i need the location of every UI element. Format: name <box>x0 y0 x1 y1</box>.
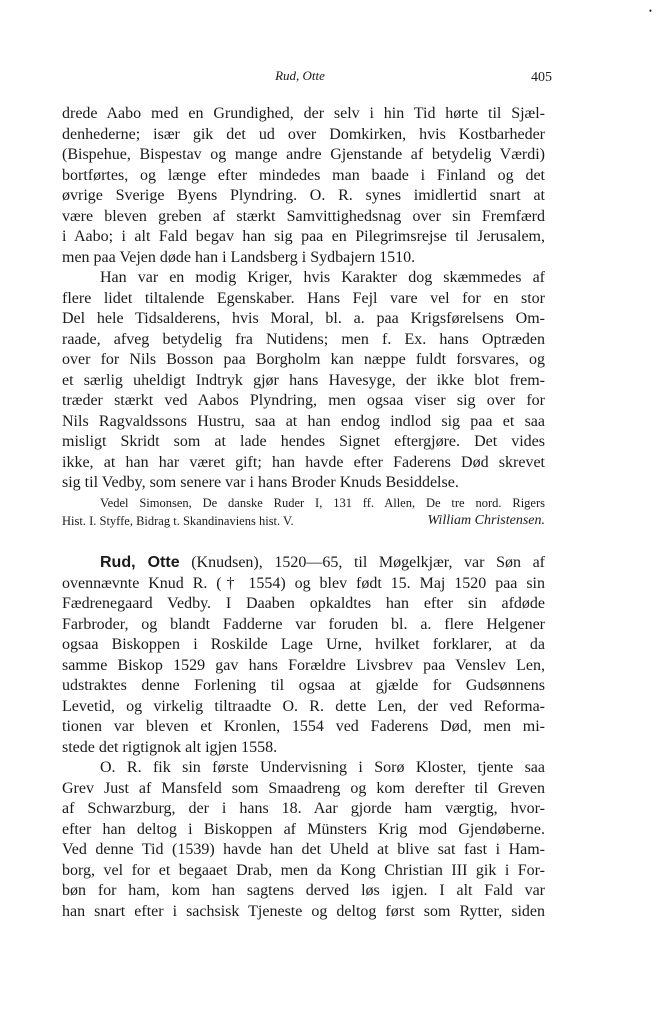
text-line: han snart efter i sachsisk Tjeneste og deltog først som Rytter, siden <box>62 902 545 920</box>
text-line: øvrige Sverige Byens Plyndring. O. R. synes imidlertid snart at <box>62 187 545 204</box>
text-line: borg, vel for et begaaet Drab, men da Kong Christian III gik i For- <box>62 861 545 879</box>
text-line: være bleven greben af stærkt Samvittighedsnag over sin Fremfærd <box>62 207 545 225</box>
text-line: misligt Skridt som at lade hendes Signet eftergjøre. Det vides <box>62 433 545 450</box>
text-line: Ved denne Tid (1539) havde han det Uheld at blive sat fast i Ham- <box>62 841 545 858</box>
text-line: Fædrenegaard Vedby. I Daaben opkaldtes han efter sin afdøde <box>62 595 545 612</box>
entry-heading-line <box>62 553 545 574</box>
text-line: men paa Vejen døde han i Landsberg i Sydbajern 1510. <box>62 248 416 266</box>
entry-rud-otte-1 <box>62 104 545 530</box>
text-line: ogsaa Biskoppen i Roskilde Lage Urne, hvilket forklarer, at da <box>62 636 545 653</box>
corner-mark: • <box>648 6 652 16</box>
text-line: denhederne; især gik det ud over Domkirken, hvis Kostbarheder <box>62 125 545 143</box>
author-signature: William Christensen. <box>427 512 545 528</box>
running-head: Rud, Otte <box>275 68 325 83</box>
text-line: flere lidet tiltalende Egenskaber. Hans Fejl vare vel for en stor <box>62 289 545 307</box>
text-line: Nils Ragvaldssons Hustru, saa at han endog indlod sig paa et saa <box>62 412 545 430</box>
text-line: et særlig uheldigt Indtryk gjør hans Havesyge, der ikke blot frem- <box>62 371 545 389</box>
text-line: Levetid, og virkelig tiltraadte O. R. dette Len, der ved Reforma- <box>62 697 545 715</box>
references-line: Vedel Simonsen, De danske Ruder I, 131 ff. Allen, De tre nord. Rigers <box>100 495 545 510</box>
references-line <box>62 512 545 530</box>
text-line: tionen var bleven et Kronlen, 1554 ved Faderens Død, men mi- <box>62 718 545 735</box>
text-line: bøn for ham, kom han sagtens derved løs igjen. I alt Fald var <box>62 882 545 899</box>
references-text: Hist. I. Styffe, Bidrag t. Skandinaviens hist. V. <box>62 513 294 528</box>
text-line: i Aabo; i alt Fald begav han sig paa en Pilegrimsrejse til Jerusalem, <box>62 228 545 245</box>
text-line: Farbroder, og blandt Fadderne var foruden bl. a. flere Helgener <box>62 615 545 633</box>
text-line: raade, afveg betydelig fra Nutidens; men f. Ex. hans Optræden <box>62 330 545 348</box>
text-line: sig til Vedby, som senere var i hans Broder Knuds Besiddelse. <box>62 474 459 491</box>
text-line: samme Biskop 1529 gav hans Forældre Livsbrev paa Venslev Len, <box>62 656 545 674</box>
text-line: træder stærkt ved Aabos Plyndring, men ogsaa viser sig over for <box>62 392 545 409</box>
text-line: stede det rigtignok alt igjen 1558. <box>62 738 278 756</box>
text-line: ikke, at han har været gift; han havde efter Faderens Død skrevet <box>62 453 545 471</box>
text-line: efter han deltog i Biskoppen af Münsters Krig mod Gjendøberne. <box>62 820 545 838</box>
text-line: over for Nils Bosson paa Borgholm kan næppe fuldt forsvares, og <box>62 351 545 368</box>
text-line: Han var en modig Kriger, hvis Karakter dog skæmmedes af <box>100 269 545 286</box>
page-header <box>0 6 656 88</box>
text-line: udstraktes denne Forlening til ogsaa at gjælde for Gudsønnens <box>62 677 545 694</box>
text-line: af Schwarzburg, der i hans 18. Aar gjorde ham værgtig, hvor- <box>62 800 545 817</box>
text-line: bortførtes, og længe efter mindedes man baade i Finland og det <box>62 166 545 184</box>
entry-rud-otte-knudsen <box>62 553 545 922</box>
text-line: ovennævnte Knud R. († 1554) og blev født 15. Maj 1520 paa sin <box>62 574 545 592</box>
page-number: 405 <box>531 70 552 85</box>
text-line: (Bispehue, Bispestav og mange andre Gjenstande af betydelig Værdi) <box>62 146 545 163</box>
text-line: drede Aabo med en Grundighed, der selv i hin Tid hørte til Sjæl- <box>62 105 545 122</box>
entry-heading-rest: (Knudsen), 1520—65, til Møgelkjær, var Søn af <box>191 554 545 571</box>
text-line: Grev Just af Mansfeld som Smaadreng og kom derefter til Greven <box>62 779 545 797</box>
entry-heading-name: Rud, Otte <box>100 554 180 571</box>
text-line: Del hele Tidsalderens, hvis Moral, bl. a. paa Krigsførelsens Om- <box>62 310 545 327</box>
text-line: O. R. fik sin første Undervisning i Sorø Kloster, tjente saa <box>100 759 545 776</box>
